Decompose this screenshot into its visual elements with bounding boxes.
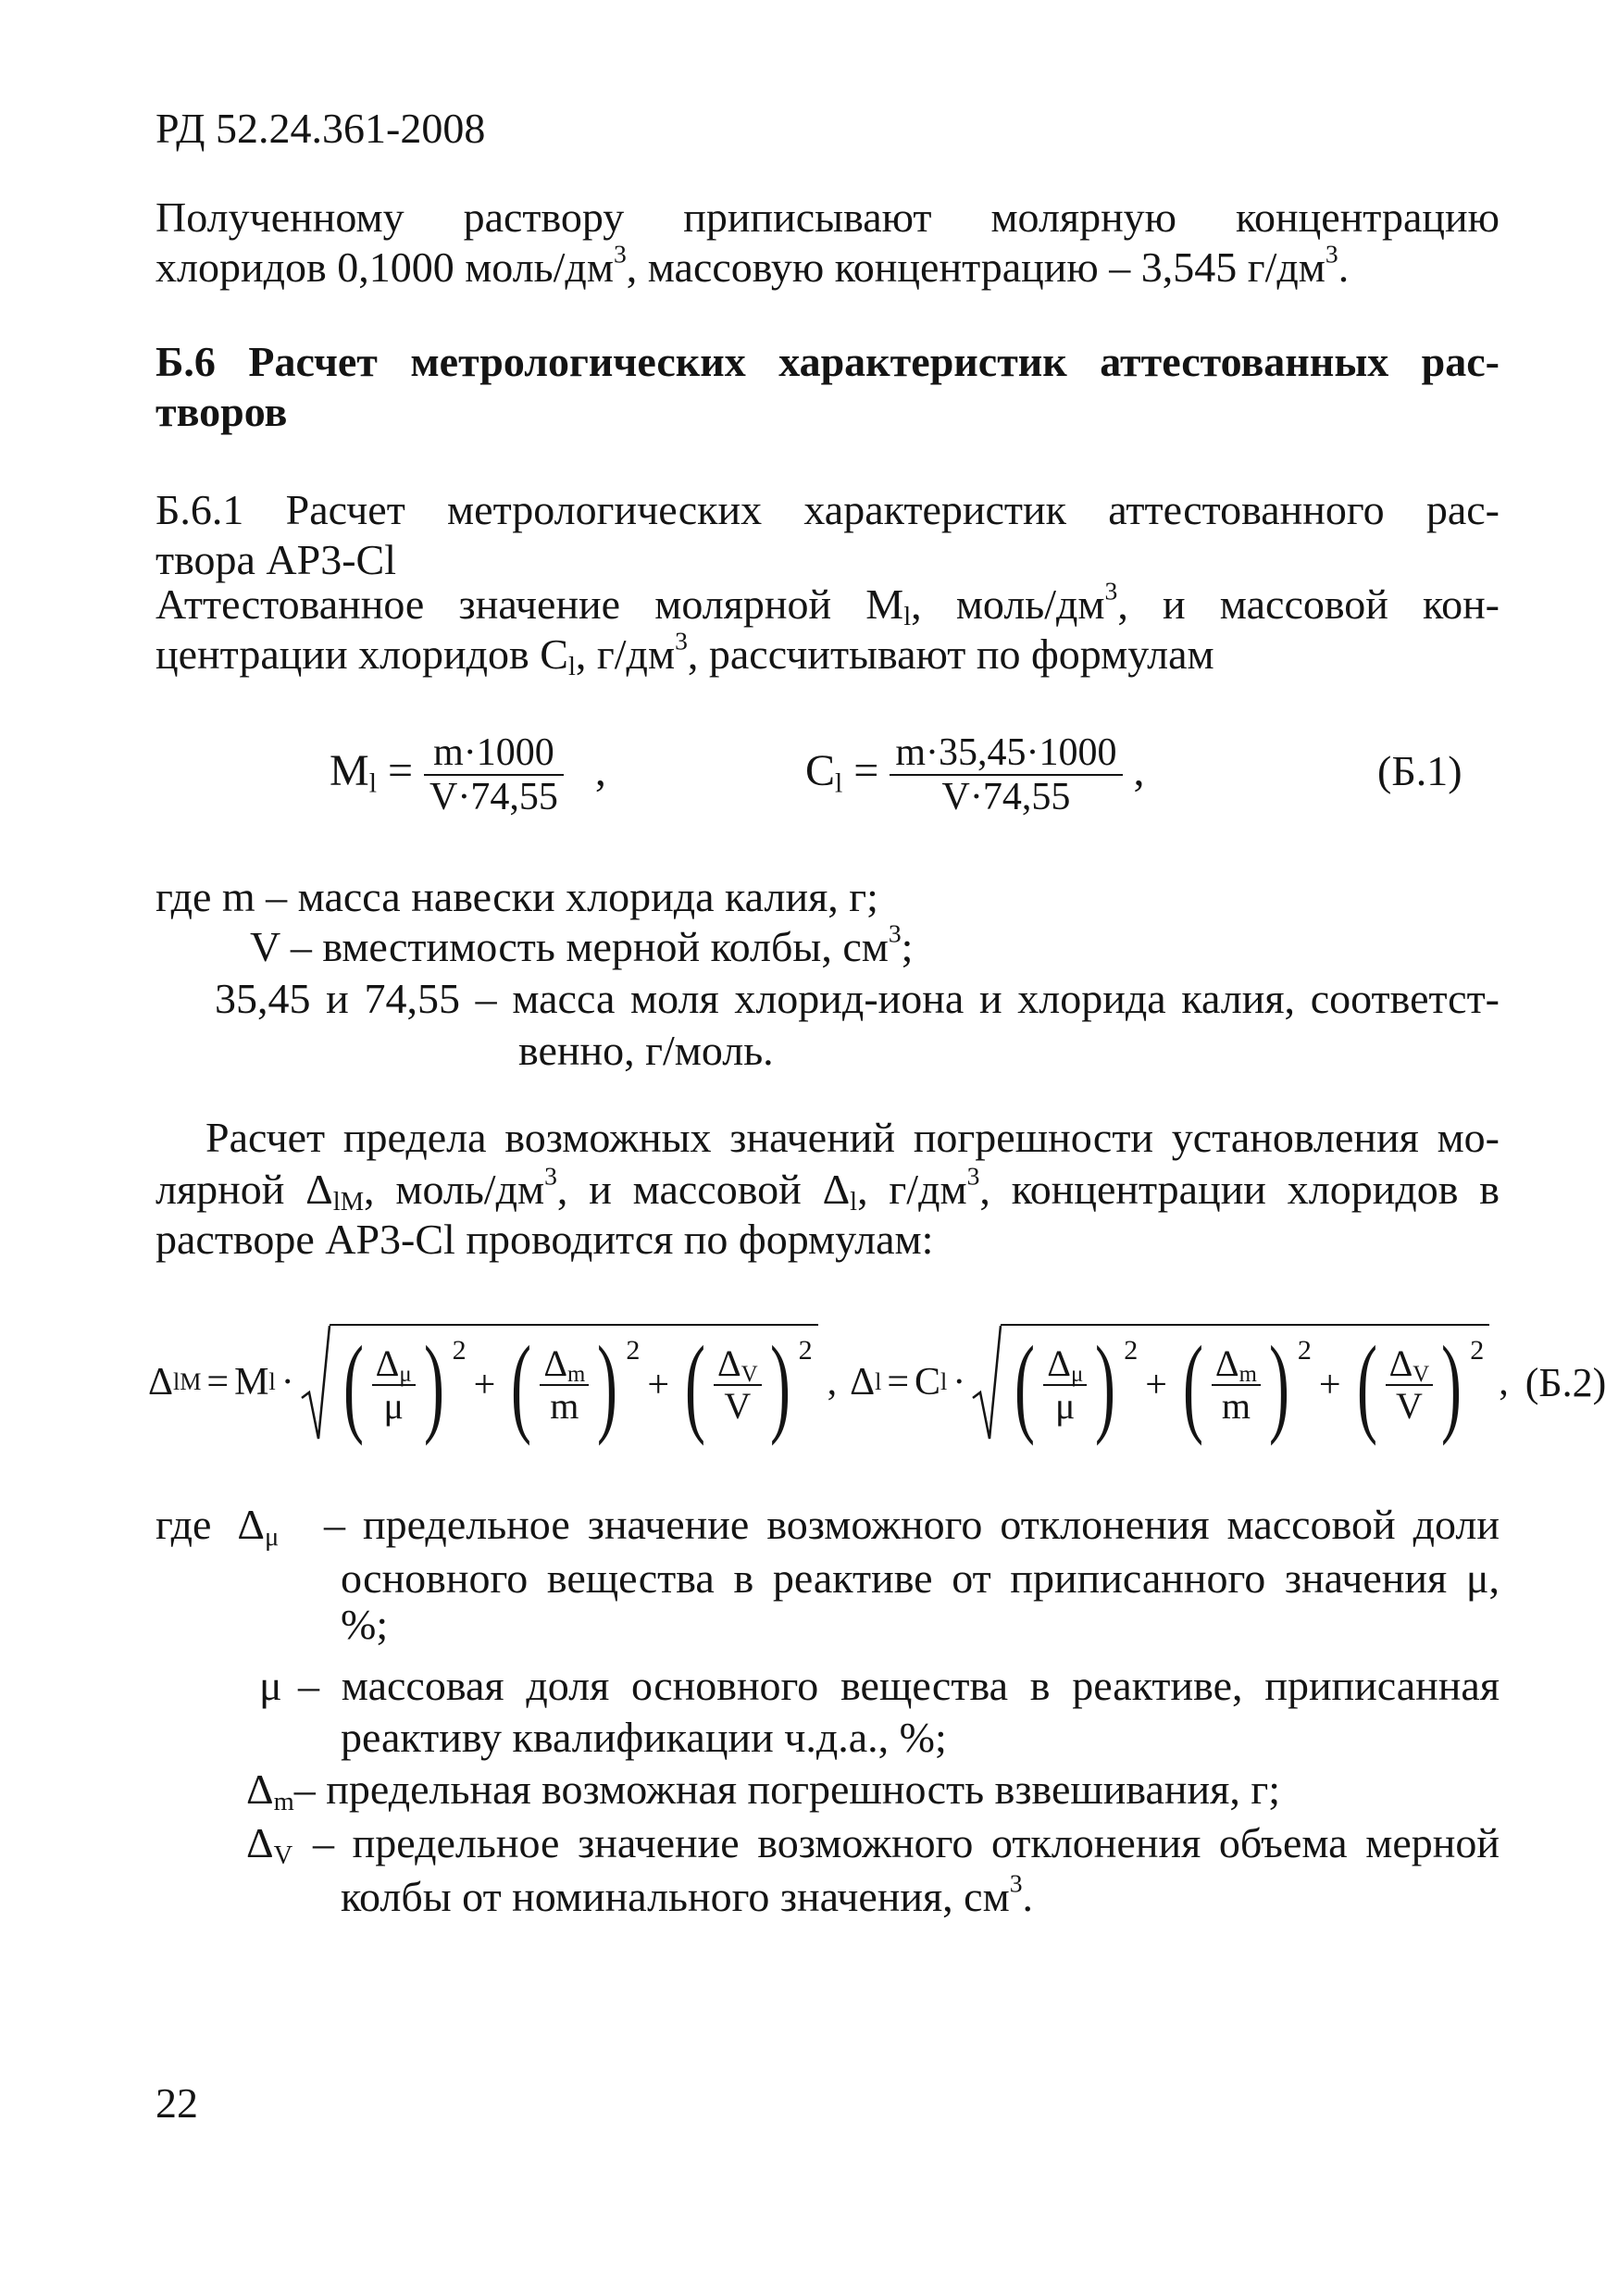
paragraph-line: Расчет предела возможных значений погрешности установления мо- bbox=[205, 1114, 1500, 1161]
paragraph-line: лярной $\Delta_{lM}$, моль/$дм^3$, и массовой $\Delta_l$, $г/дм^3$, концентрации хлоридов в bbox=[156, 1161, 1500, 1217]
paragraph-line: центрации хлоридов $C_l$, $г/дм^3$, рассчитывают по формулам bbox=[156, 626, 1214, 682]
variable-definition: венно, г/моль. bbox=[518, 1027, 774, 1074]
formula-number: (Б.2) bbox=[1525, 1359, 1607, 1405]
variable-definition: – массовая доля основного вещества в реактиве, приписанная bbox=[298, 1662, 1500, 1709]
variable-definition: 35,45 и 74,55 – масса моля хлорид-иона и хлорида калия, соответст- bbox=[215, 975, 1500, 1022]
paragraph-line: растворе АР3-Cl проводится по формулам: bbox=[156, 1216, 934, 1263]
variable-definition: колбы от номинального значения, $см^3$. bbox=[341, 1868, 1033, 1920]
variable-definition: μ bbox=[259, 1662, 282, 1709]
sqrt-mass: ( $\Delta_\mu$ μ ) 2 + ( $\Delta_m$ m ) 2 + ( $\Delta_V$ V ) 2 bbox=[971, 1322, 1489, 1442]
formula-b1-molar: $M_l$ = $\frac{m\cdot 1000}{V\cdot 74,55}$ , bbox=[330, 731, 606, 818]
formula-number: (Б.1) bbox=[1377, 747, 1462, 794]
variable-definition: основного вещества в реактиве от приписанного значения μ, bbox=[341, 1554, 1500, 1602]
radical-sign bbox=[971, 1322, 1002, 1442]
paragraph-line: Аттестованное значение молярной $M_l$, моль/$дм^3$, и массовой кон- bbox=[156, 576, 1500, 632]
variable-definition: где $\Delta_\mu$ bbox=[156, 1501, 280, 1553]
variable-definition: где m – масса навески хлорида калия, г; bbox=[156, 873, 878, 920]
paragraph-line: Б.6.1 Расчет метрологических характеристик аттестованного рас- bbox=[156, 486, 1500, 533]
document-header: РД 52.24.361-2008 bbox=[156, 105, 486, 152]
paragraph-line: Полученному раствору приписывают молярную концентрацию bbox=[156, 193, 1500, 241]
variable-definition: V – вместимость мерной колбы, $см^3$; bbox=[250, 918, 914, 970]
paragraph-line: твора АР3-Cl bbox=[156, 536, 397, 583]
variable-definition: – предельное значение возможного отклонения массовой доли bbox=[324, 1501, 1500, 1548]
variable-definition: реактиву квалификации ч.д.а., %; bbox=[341, 1714, 947, 1761]
variable-definition: $\Delta_m-$ предельная возможная погрешность взвешивания, г; bbox=[246, 1766, 1280, 1817]
radical-sign bbox=[300, 1322, 331, 1442]
section-heading: творов bbox=[156, 388, 288, 435]
variable-definition: – предельное значение возможного отклонения объема мерной bbox=[313, 1819, 1500, 1866]
formula-b1-mass: $C_l$ = $\frac{m\cdot 35,45\cdot 1000}{V\cdot 74,55}$ , bbox=[805, 731, 1145, 818]
variable-definition: %; bbox=[341, 1601, 389, 1648]
paragraph-line: хлоридов 0,1000 моль/$дм^3$, массовую концентрацию – 3,545 $г/дм^3$. bbox=[156, 239, 1350, 291]
page-number: 22 bbox=[156, 2079, 198, 2127]
sqrt-molar: ( $\Delta_\mu$ μ ) 2 + ( $\Delta_m$ m ) 2 + ( $\Delta_V$ V ) 2 bbox=[300, 1322, 818, 1442]
section-heading: Б.6 Расчет метрологических характеристик аттестованных рас- bbox=[156, 338, 1500, 385]
variable-definition: $\Delta_V$ bbox=[246, 1819, 293, 1871]
formula-b2: Δ lM = M l · ( $\Delta_\mu$ μ ) 2 + ( $\Delta_m$ m ) 2 + ( $\Delta_V$ V ) 2 , Δ l = C l · ( $\Delta_\mu$ μ ) 2 + ( $\Delta_m$ m ) 2 + ( $\Delta_V$ V ) 2 , (Б.2) bbox=[148, 1323, 1607, 1446]
